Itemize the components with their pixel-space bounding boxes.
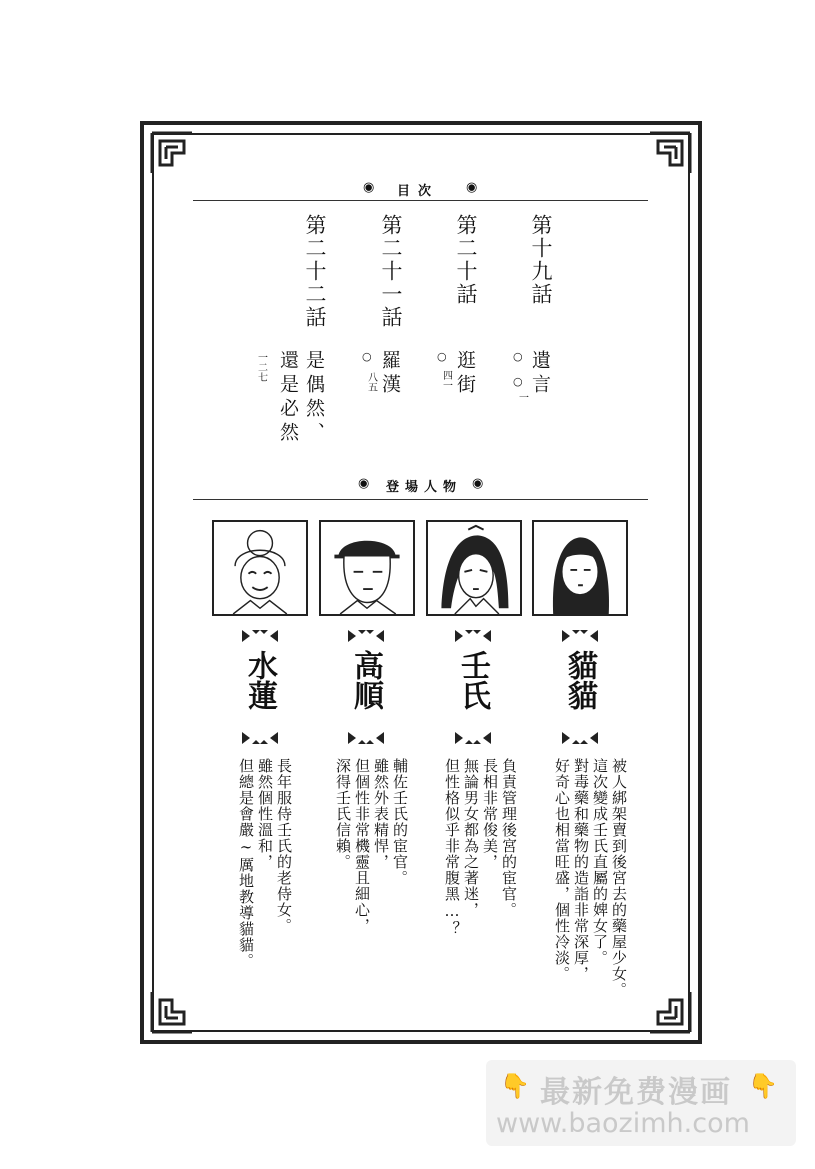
character-desc-line: 長年服侍壬氏的老侍女。 (275, 758, 293, 934)
bracket-ornament (453, 628, 493, 644)
portrait-gaoshun (319, 520, 415, 616)
character-desc-line: 深得壬氏信賴。 (334, 758, 352, 870)
toc-page: 一二七 (255, 352, 267, 382)
toc-episode: 第二十二話 (303, 214, 327, 329)
circle-mark: ○ (362, 350, 372, 363)
character-desc-line: 被人綁架賣到後宮去的藥屋少女。 (610, 758, 628, 998)
character-desc-line: 負責管理後宮的宦官。 (500, 758, 518, 918)
toc-page: 一 (516, 392, 528, 402)
characters-divider (193, 499, 648, 500)
bracket-ornament (240, 628, 280, 644)
toc-title: 是偶然、 (303, 350, 325, 446)
bracket-ornament (346, 730, 386, 746)
character-desc-line: 但性格似乎非常腹黑…？ (443, 758, 461, 937)
character-desc-line: 好奇心也相當旺盛，個性冷淡。 (553, 758, 571, 982)
character-desc-line: 無論男女都為之著迷， (462, 758, 480, 918)
corner-ornament-top-right (648, 131, 692, 175)
character-desc-line: 雖然外表精悍， (372, 758, 390, 870)
watermark-title: 最新免费漫画 (540, 1075, 732, 1110)
character-desc-line: 對毒藥和藥物的造詣非常深厚， (572, 758, 590, 982)
pointing-hand-icon: 👇 (500, 1072, 530, 1100)
bullet-icon: ◉ (472, 476, 484, 491)
character-desc-line: 但個性非常機靈且細心， (353, 758, 371, 934)
character-desc-line: 長相非常俊美， (481, 758, 499, 870)
corner-ornament-bottom-right (648, 990, 692, 1034)
character-desc-line: 輔佐壬氏的宦官。 (391, 758, 409, 886)
character-name: 高順 (348, 650, 383, 710)
watermark-url[interactable]: www.baozimh.com (496, 1108, 750, 1139)
toc-episode: 第二十話 (454, 214, 478, 306)
bullet-icon: ◉ (358, 476, 370, 491)
bracket-ornament (560, 628, 600, 644)
bullet-icon: ◉ (466, 180, 478, 195)
toc-episode: 第二十一話 (379, 214, 403, 329)
character-desc-line: 但總是會嚴∼厲地教導貓貓。 (237, 758, 255, 969)
character-name: 貓貓 (562, 650, 597, 710)
circle-mark: ○ (513, 375, 523, 388)
circle-mark: ○ (437, 350, 447, 363)
toc-page: 四一 (440, 370, 452, 390)
bracket-ornament (560, 730, 600, 746)
pointing-hand-icon: 👇 (748, 1072, 778, 1100)
portrait-maomao (532, 520, 628, 616)
corner-ornament-top-left (150, 131, 194, 175)
portrait-suiren (212, 520, 308, 616)
character-name: 水蓮 (242, 650, 277, 710)
portrait-jinshi (426, 520, 522, 616)
toc-page: 八五 (365, 372, 377, 392)
bracket-ornament (346, 628, 386, 644)
character-desc-line: 這次變成壬氏直屬的婢女了。 (591, 758, 609, 966)
circle-mark: ○ (513, 350, 523, 363)
toc-title: 逛街 (454, 350, 476, 398)
character-desc-line: 雖然個性溫和， (256, 758, 274, 870)
toc-title: 遺言 (529, 350, 551, 398)
corner-ornament-bottom-left (150, 990, 194, 1034)
characters-heading: 登場人物 (386, 480, 463, 495)
bullet-icon: ◉ (363, 180, 375, 195)
character-name: 壬氏 (455, 650, 490, 710)
toc-divider (193, 200, 648, 201)
toc-title: 還是必然 (277, 350, 299, 446)
bracket-ornament (240, 730, 280, 746)
bracket-ornament (453, 730, 493, 746)
toc-heading: 目次 (397, 184, 440, 199)
toc-title: 羅漢 (379, 350, 401, 398)
toc-episode: 第十九話 (529, 214, 553, 306)
